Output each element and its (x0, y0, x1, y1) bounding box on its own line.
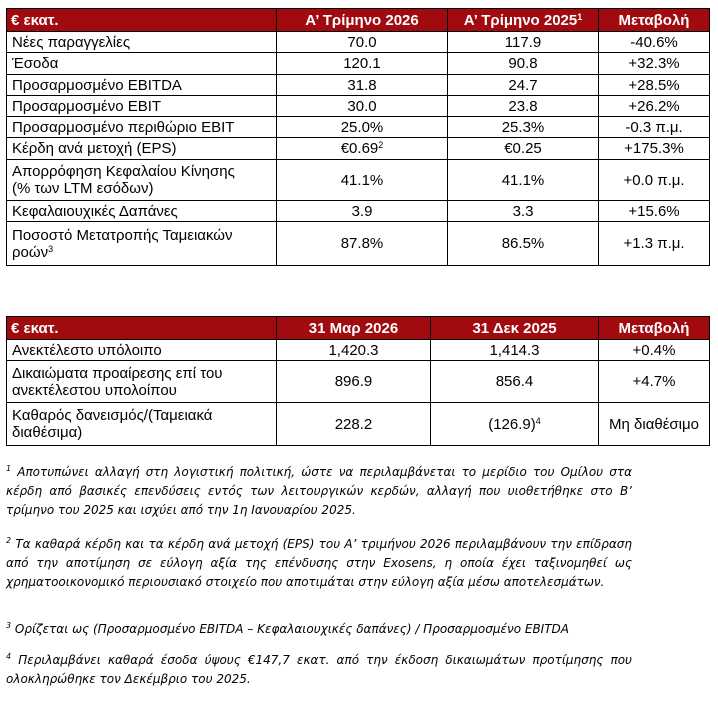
quarterly-results-table (6, 8, 710, 266)
table-row (7, 96, 710, 117)
row-label: Ποσοστό Μετατροπής Ταμειακών ροών$^3$ (7, 222, 277, 266)
cell-mar-2026: 228.2 (277, 403, 431, 446)
cell-q1-2026: 3.9 (277, 201, 448, 222)
cell-q1-2025: 90.8 (448, 53, 599, 75)
table-row (7, 340, 710, 361)
table-row (7, 361, 710, 403)
footnote-3: $^3$ Ορίζεται ως (Προσαρμοσμένο EBITDA – Κεφαλαιουχικές δαπάνες) / Προσαρμοσμένο EBITDA (6, 621, 569, 636)
cell-q1-2025: 86.5% (448, 222, 599, 266)
cell-q1-2026: 30.0 (277, 96, 448, 117)
cell-change: +1.3 π.μ. (599, 222, 710, 266)
cell-q1-2026: 87.8% (277, 222, 448, 266)
row-label: Νέες παραγγελίες (7, 32, 277, 53)
cell-change: +15.6% (599, 201, 710, 222)
cell-change: +26.2% (599, 96, 710, 117)
cell-dec-2025: $(126.9)^4$ (431, 403, 599, 446)
row-label: Κεφαλαιουχικές Δαπάνες (7, 201, 277, 222)
cell-q1-2025: 3.3 (448, 201, 599, 222)
cell-q1-2026: 120.1 (277, 53, 448, 75)
table-header-row (7, 317, 710, 340)
cell-mar-2026: 896.9 (277, 361, 431, 403)
cell-q1-2025: 25.3% (448, 117, 599, 138)
table-row (7, 32, 710, 53)
header-unit: € εκατ. (7, 9, 277, 32)
cell-mar-2026: 1,420.3 (277, 340, 431, 361)
table-row (7, 201, 710, 222)
table-row (7, 75, 710, 96)
table-row (7, 160, 710, 201)
header-change: Μεταβολή (599, 9, 710, 32)
row-label: Δικαιώματα προαίρεσης επί του ανεκτέλεστου υπολοίπου (7, 361, 277, 403)
cell-change: +32.3% (599, 53, 710, 75)
cell-q1-2025: €0.25 (448, 138, 599, 160)
cell-q1-2025: 117.9 (448, 32, 599, 53)
row-label: Προσαρμοσμένο EBITDA (7, 75, 277, 96)
cell-q1-2026: 41.1% (277, 160, 448, 201)
table-row (7, 403, 710, 446)
cell-change: +0.0 π.μ. (599, 160, 710, 201)
header-mar-2026: 31 Μαρ 2026 (277, 317, 431, 340)
cell-change: +4.7% (599, 361, 710, 403)
table-header-row (7, 9, 710, 32)
table-row (7, 53, 710, 75)
cell-q1-2026: 70.0 (277, 32, 448, 53)
cell-q1-2026: 25.0% (277, 117, 448, 138)
cell-q1-2026: 31.8 (277, 75, 448, 96)
balance-table (6, 316, 710, 446)
cell-change: +175.3% (599, 138, 710, 160)
footnote-1: $^1$ Αποτυπώνει αλλαγή στη λογιστική πολιτική, ώστε να περιλαμβάνεται το μερίδιο του Ομίλου στα κέρδη από βασικές επενδύσεις εντός των λειτουργικών κερδών, αλλαγή που υιοθετήθηκε στο Β’ τρίμηνο του 2025 και ισχύει από την 1η Ιανουαρίου 2025. (6, 464, 632, 517)
row-label: Προσαρμοσμένο περιθώριο EBIT (7, 117, 277, 138)
cell-change: Μη διαθέσιμο (599, 403, 710, 446)
row-label: Έσοδα (7, 53, 277, 75)
cell-change: -0.3 π.μ. (599, 117, 710, 138)
cell-q1-2026: €0.69$^2$ (277, 138, 448, 160)
cell-q1-2025: 41.1% (448, 160, 599, 201)
table-row (7, 138, 710, 160)
cell-dec-2025: 856.4 (431, 361, 599, 403)
row-label: Κέρδη ανά μετοχή (EPS) (7, 138, 277, 160)
row-label: Ανεκτέλεστο υπόλοιπο (7, 340, 277, 361)
header-dec-2025: 31 Δεκ 2025 (431, 317, 599, 340)
footnote-4: $^4$ Περιλαμβάνει καθαρά έσοδα ύψους €147,7 εκατ. από την έκδοση δικαιωμάτων προτίμησης που ολοκληρώθηκε τον Δεκέμβριο του 2025. (6, 652, 632, 686)
cell-q1-2025: 24.7 (448, 75, 599, 96)
row-label: Προσαρμοσμένο EBIT (7, 96, 277, 117)
cell-q1-2025: 23.8 (448, 96, 599, 117)
table-row (7, 222, 710, 266)
cell-dec-2025: 1,414.3 (431, 340, 599, 361)
header-q1-2026: Α’ Τρίμηνο 2026 (277, 9, 448, 32)
footnote-2: $^2$ Τα καθαρά κέρδη και τα κέρδη ανά μετοχή (EPS) του Α’ τριμήνου 2026 περιλαμβάνουν την επίδραση από την αποτίμηση σε εύλογη αξία της επένδυσης στην Exosens, η οποία έχει ταξινομηθεί ως χρηματοοικονομικό περιουσιακό στοιχείο που αποτιμάται στην εύλογη αξία μέσω αποτελεσμάτων. (6, 536, 632, 589)
table-row (7, 117, 710, 138)
cell-change: +0.4% (599, 340, 710, 361)
header-change: Μεταβολή (599, 317, 710, 340)
row-label: Καθαρός δανεισμός/(Ταμειακά διαθέσιμα) (7, 403, 277, 446)
header-unit: € εκατ. (7, 317, 277, 340)
cell-change: +28.5% (599, 75, 710, 96)
header-q1-2025: Α’ Τρίμηνο 2025$^1$ (448, 9, 599, 32)
row-label: Απορρόφηση Κεφαλαίου Κίνησης (% των LTM εσόδων) (7, 160, 277, 201)
cell-change: -40.6% (599, 32, 710, 53)
